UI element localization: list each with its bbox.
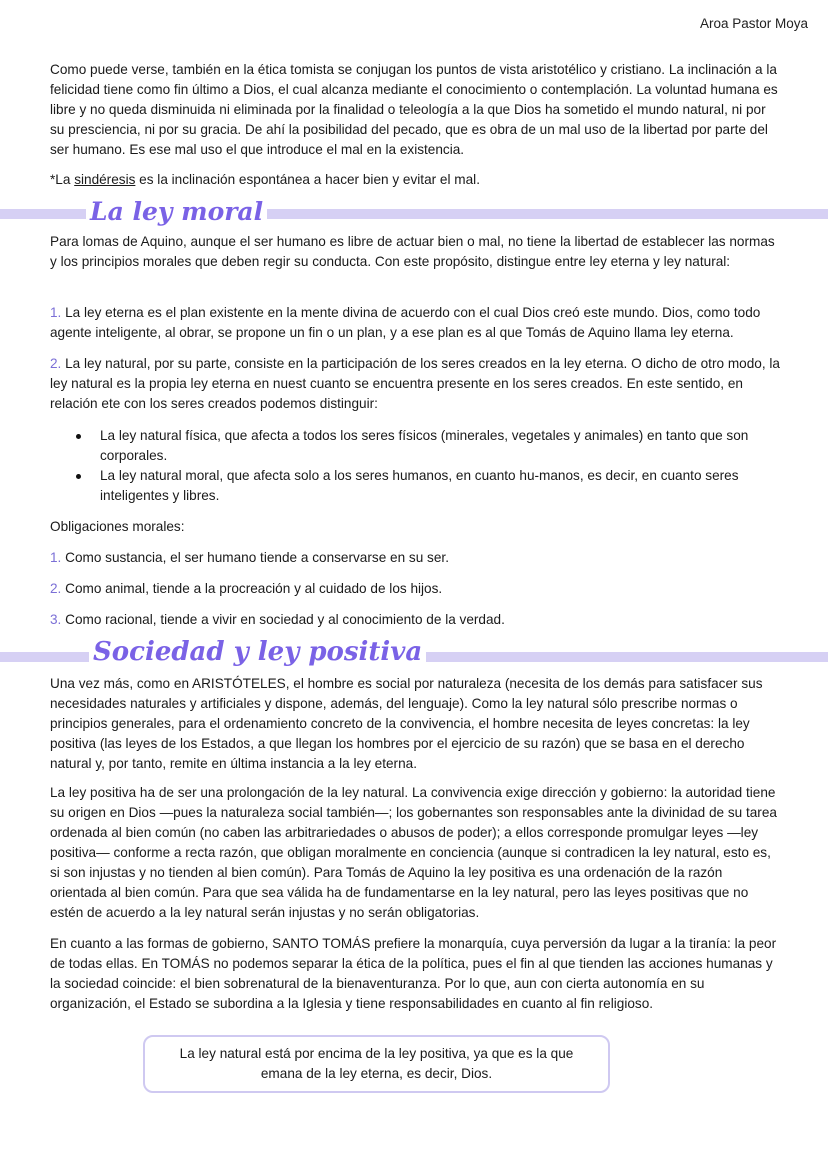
intro-paragraph: Como puede verse, también en la ética tomista se conjugan los puntos de vista aristotélico y cristiano. La inclinación a la felicidad tiene como fin último a Dios, el cual alcanza mediante el conocimiento o contemplación. La voluntad humana es libre y no queda disminuida ni eliminada por la finalidad o teleología a la que Dios ha sometido el mundo natural, ni por su presciencia, ni por su gracia. De ahí la posibilidad del pecado, que es obra de un mal uso de la libertad por parte del ser humano. Es ese mal uso el que introduce el mal en la existencia. — [50, 62, 778, 157]
list-item: 1. Como sustancia, el ser humano tiende a conservarse en su ser. — [50, 550, 449, 565]
sinderesis-term: sindéresis — [74, 172, 136, 187]
bullet-item: La ley natural física, que afecta a todos los seres físicos (minerales, vegetales y animales) en tanto que son corporales. — [50, 426, 780, 466]
section1-intro: Para lomas de Aquino, aunque el ser humano es libre de actuar bien o mal, no tiene la libertad de establecer las normas y los principios morales que deben regir su conducta. Con este propósito, distingue entre ley eterna y ley natural: — [50, 234, 775, 269]
section-title-ley-moral: La ley moral — [86, 199, 267, 224]
section2-paragraph: Una vez más, como en ARISTÓTELES, el hombre es social por naturaleza (necesita de los demás para satisfacer sus necesidades naturales y artificiales y dispone, además, del lenguaje). Como la ley natural sólo prescribe normas o principios generales, para el ordenamiento concreto de la convivencia, el hombre necesita de leyes concretas: la ley positiva (las leyes de los Estados, a que llegan los hombres por el ejercicio de su razón) que se basa en el derecho natural y, por tanto, remite en última instancia a la ley eterna. — [50, 676, 763, 771]
list-item: 2. Como animal, tiende a la procreación y al cuidado de los hijos. — [50, 581, 443, 596]
list-item: 3. Como racional, tiende a vivir en sociedad y al conocimiento de la verdad. — [50, 612, 505, 627]
section-title-sociedad: Sociedad y ley positiva — [89, 639, 426, 665]
sinderesis-note: *La sindéresis es la inclinación espontánea a hacer bien y evitar el mal. — [50, 172, 480, 187]
list-item: 1. La ley eterna es el plan existente en la mente divina de acuerdo con el cual Dios creó este mundo. Dios, como todo agente inteligente, al obrar, se propone un fin o un plan, y a ese plan es al que Tomás de Aquino llama ley eterna. — [50, 305, 761, 340]
obligations-label: Obligaciones morales: — [50, 519, 185, 534]
bullet-icon — [76, 434, 81, 439]
intro-block — [50, 60, 780, 160]
bullet-item: La ley natural moral, que afecta solo a los seres humanos, en cuanto hu-manos, es decir, en cuanto seres inteligentes y libres. — [50, 466, 780, 506]
bullet-icon — [76, 474, 81, 479]
author-name: Aroa Pastor Moya — [699, 16, 808, 31]
list-item: 2. La ley natural, por su parte, consiste en la participación de los seres creados en la ley eterna. O dicho de otro modo, la ley natural es la propia ley eterna en nuest cuanto se encuentra presente en los seres creados. En este sentido, en relación ete con los seres creados podemos distinguir: — [50, 356, 780, 411]
callout-text: La ley natural está por encima de la ley positiva, ya que es la que emana de la ley eterna, es decir, Dios. — [179, 1046, 574, 1081]
section2-paragraph: La ley positiva ha de ser una prolongación de la ley natural. La convivencia exige dirección y gobierno: la autoridad tiene su origen en Dios —pues la naturaleza social también—; los gobernantes son responsables ante la divinidad de su tarea ordenada al bien común (no caben las arbitrariedades o abusos de poder); a ellos corresponde promulgar leyes —ley positiva— conforme a recta razón, que obligan moralmente en conciencia (aunque si contradicen la ley natural, esto es, si son injustas y no tienden al bien común). Para Tomás de Aquino la ley positiva es una ordenación de la razón orientada al bien común. Para que sea válida ha de fundamentarse en la ley natural, pero las leyes positivas que no estén de acuerdo a la ley natural serán injustas y no serán obligatorias. — [50, 785, 777, 920]
callout-box — [143, 1035, 610, 1093]
bullet-list — [50, 426, 780, 506]
section2-paragraph: En cuanto a las formas de gobierno, SANTO TOMÁS prefiere la monarquía, cuya perversión da lugar a la tiranía: la peor de todas ellas. En TOMÁS no podemos separar la ética de la política, pues el fin al que tienden las acciones humanas y la sociedad coincide: el bien sobrenatural de la bienaventuranza. Por lo que, aun con cierta autonomía en su organización, el Estado se subordina a la Iglesia y tiene responsabilidades en cuanto al fin religioso. — [50, 936, 777, 1011]
